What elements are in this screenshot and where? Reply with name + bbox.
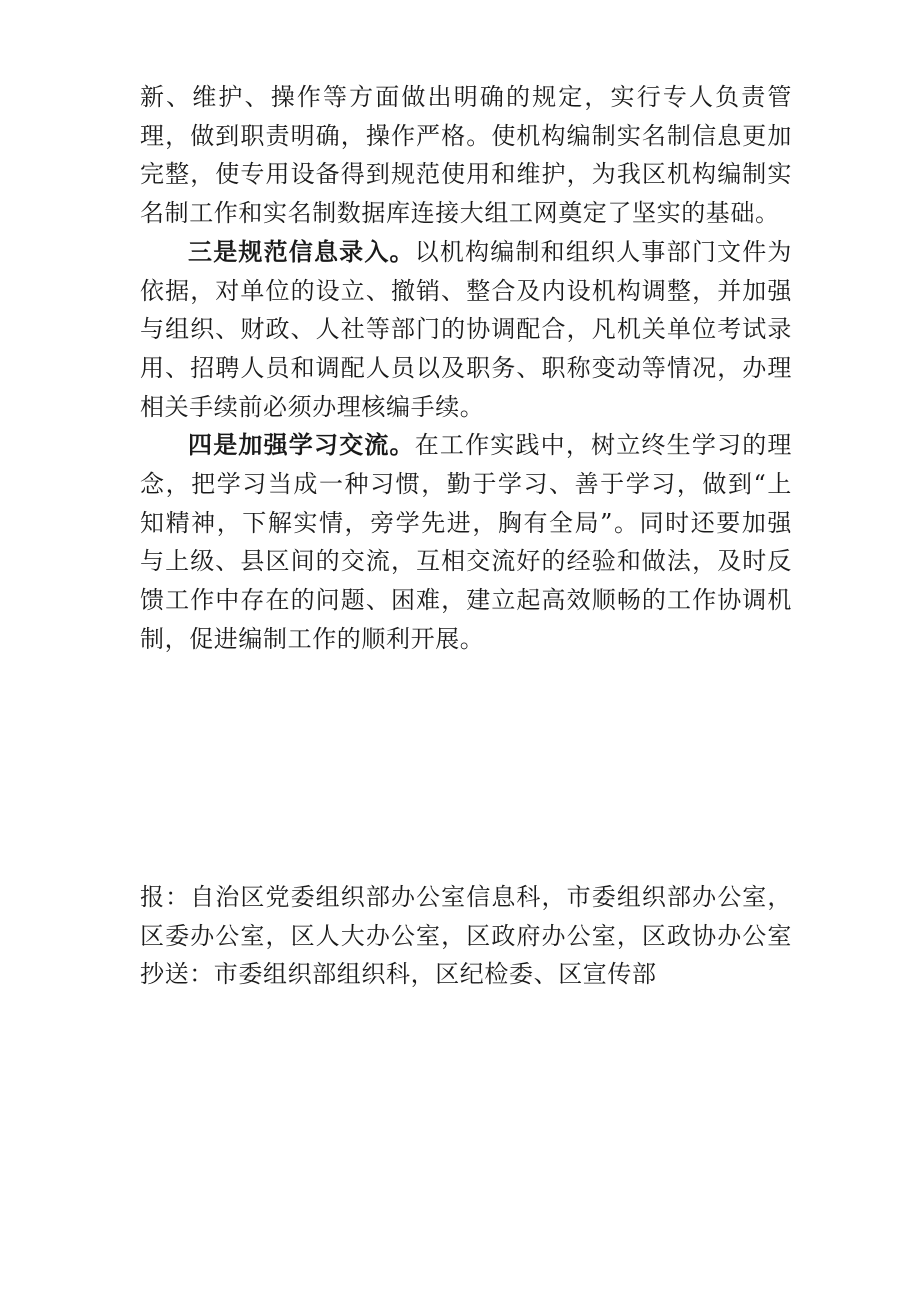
paragraph-text: 以机构编制和组织人事部门文件为依据，对单位的设立、撤销、整合及内设机构调整，并加强与组织、财政、人社等部门的协调配合，凡机关单位考试录用、招聘人员和调配人员以及职务、职称变动等情况，办理相关手续前必须办理核编手续。: [140, 237, 792, 421]
distribution-text: 报：自治区党委组织部办公室信息科，市委组织部办公室，区委办公室，区人大办公室，区政府办公室，区政协办公室抄送：市委组织部组织科，区纪检委、区宣传部: [140, 883, 792, 989]
distribution-list: [140, 878, 792, 994]
document-body: [140, 78, 792, 659]
paragraph-text: 在工作实践中，树立终生学习的理念，把学习当成一种习惯，勤于学习、善于学习，做到“上知精神，下解实情，旁学先进，胸有全局”。同时还要加强与上级、县区间的交流，互相交流好的经验和做法，及时反馈工作中存在的问题、困难，建立起高效顺畅的工作协调机制，促进编制工作的顺利开展。: [140, 431, 792, 653]
paragraph-strengthen-learning: [140, 426, 792, 658]
paragraph-continuation: [140, 78, 792, 233]
paragraph-standardize-info-entry: [140, 233, 792, 427]
paragraph-heading: 三是规范信息录入。: [188, 237, 415, 266]
paragraph-text: 新、维护、操作等方面做出明确的规定，实行专人负责管理，做到职责明确，操作严格。使机构编制实名制信息更加完整，使专用设备得到规范使用和维护，为我区机构编制实名制工作和实名制数据库连接大组工网奠定了坚实的基础。: [140, 83, 792, 228]
paragraph-heading: 四是加强学习交流。: [188, 431, 415, 460]
